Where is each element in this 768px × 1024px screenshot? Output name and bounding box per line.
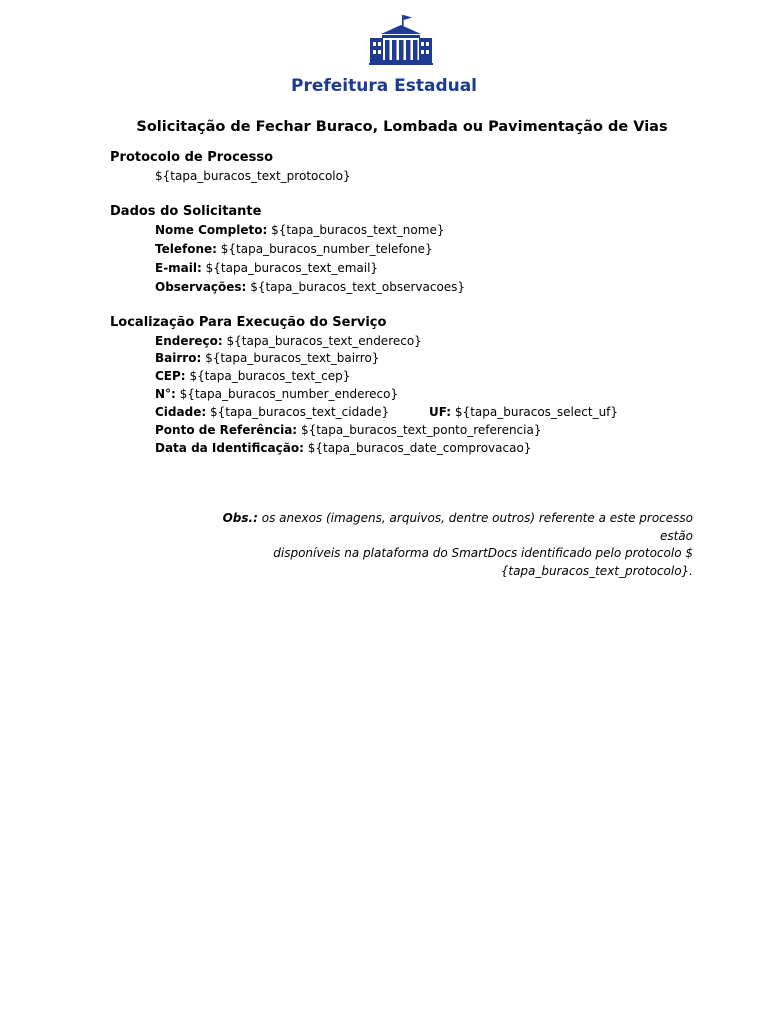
- field-value: ${tapa_buracos_text_cep}: [189, 369, 351, 383]
- field-nome: [155, 223, 444, 237]
- field-value: ${tapa_buracos_text_bairro}: [205, 351, 380, 365]
- field-value: ${tapa_buracos_text_nome}: [271, 223, 445, 237]
- government-building-icon: [369, 13, 433, 65]
- field-value: ${tapa_buracos_number_telefone}: [220, 242, 433, 256]
- field-label: Nome Completo:: [155, 223, 268, 237]
- field-label: Observações:: [155, 280, 247, 294]
- field-label: UF:: [429, 405, 452, 419]
- section-localizacao-heading: Localização Para Execução do Serviço: [110, 315, 387, 330]
- field-label: Bairro:: [155, 351, 202, 365]
- field-value: ${tapa_buracos_text_ponto_referencia}: [300, 423, 542, 437]
- field-numero: [155, 387, 398, 401]
- field-uf: [429, 405, 618, 419]
- field-label: Endereço:: [155, 334, 223, 348]
- field-label: CEP:: [155, 369, 186, 383]
- obs-text-line3: {tapa_buracos_text_protocolo}.: [500, 563, 693, 578]
- field-value: ${tapa_buracos_number_endereco}: [179, 387, 399, 401]
- field-value: ${tapa_buracos_select_uf}: [454, 405, 619, 419]
- organization-name: Prefeitura Estadual: [290, 76, 478, 96]
- field-value: ${tapa_buracos_text_email}: [205, 261, 379, 275]
- field-label: E-mail:: [155, 261, 202, 275]
- field-value: ${tapa_buracos_text_endereco}: [226, 334, 422, 348]
- field-value: ${tapa_buracos_text_cidade}: [209, 405, 390, 419]
- field-label: Data da Identificação:: [155, 441, 304, 455]
- field-email: [155, 261, 378, 275]
- field-data-identificacao: [155, 441, 531, 455]
- field-label: Cidade:: [155, 405, 207, 419]
- field-ponto-referencia: [155, 423, 541, 437]
- field-endereco: [155, 334, 422, 348]
- document-title: Solicitação de Fechar Buraco, Lombada ou Pavimentação de Vias: [136, 119, 668, 135]
- obs-text-line2: disponíveis na plataforma do SmartDocs identificado pelo protocolo $: [273, 546, 693, 560]
- field-telefone: [155, 242, 433, 256]
- field-observacoes: [155, 280, 465, 294]
- field-value: ${tapa_buracos_text_observacoes}: [250, 280, 466, 294]
- section-solicitante-heading: Dados do Solicitante: [110, 204, 262, 219]
- field-cidade: [155, 405, 389, 419]
- field-label: Ponto de Referência:: [155, 423, 298, 437]
- field-value: ${tapa_buracos_date_comprovacao}: [307, 441, 532, 455]
- field-bairro: [155, 351, 379, 365]
- field-cep: [155, 369, 350, 383]
- field-label: N°:: [155, 387, 176, 401]
- section-protocolo-heading: Protocolo de Processo: [110, 150, 274, 165]
- obs-label: Obs.:: [222, 511, 258, 525]
- field-label: Telefone:: [155, 242, 217, 256]
- observation-note: [200, 510, 693, 580]
- protocolo-value: ${tapa_buracos_text_protocolo}: [155, 169, 351, 183]
- obs-text-line1: os anexos (imagens, arquivos, dentre outros) referente a este processo estão: [261, 511, 693, 543]
